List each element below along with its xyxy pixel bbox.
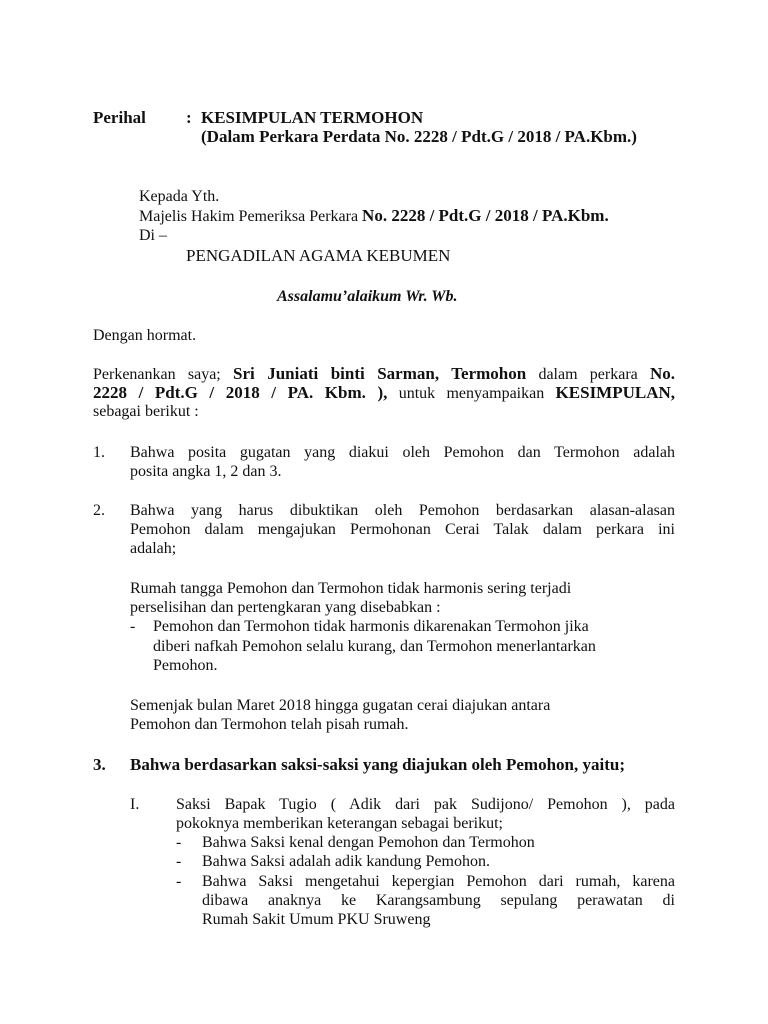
item-1-number: 1.	[93, 444, 105, 461]
greeting: Assalamu’alaikum Wr. Wb.	[277, 288, 458, 305]
case-number-prefix: No.	[650, 364, 676, 383]
item-2-number: 2.	[93, 502, 105, 519]
witness-bullet-3-line-3: Rumah Sakit Umum PKU Sruweng	[202, 911, 431, 928]
witness-bullet-3-line-2: dibawa anaknya ke Karangsambung sepulang perawatan di	[202, 892, 675, 909]
item-3-heading: Bahwa berdasarkan saksi-saksi yang diajukan oleh Pemohon, yaitu;	[130, 755, 626, 774]
witness-bullet-1-text: Bahwa Saksi kenal dengan Pemohon dan Termohon	[202, 834, 535, 851]
addressee-majelis-text: Majelis Hakim Pemeriksa Perkara	[139, 208, 359, 225]
perihal-colon: :	[186, 108, 192, 127]
salutation: Dengan hormat.	[93, 327, 197, 344]
addressee-majelis	[139, 206, 609, 227]
witness-bullet-2-dash: -	[176, 853, 182, 870]
intro-text: dalam perkara	[538, 366, 638, 383]
document-title: KESIMPULAN TERMOHON	[201, 108, 424, 127]
item-2-para2-line-2: perselisihan dan pertengkaran yang disebabkan :	[130, 599, 441, 616]
addressee-case-number: No. 2228 / Pdt.G / 2018 / PA.Kbm.	[362, 206, 609, 225]
item-2-line-2: Pemohon dalam mengajukan Permohonan Cerai Talak dalam perkara ini	[130, 521, 675, 538]
party-name: Sri Juniati binti Sarman, Termohon	[233, 364, 527, 383]
item-2-para3-line-2: Pemohon dan Termohon telah pisah rumah.	[130, 716, 409, 733]
intro-text: Perkenankan saya;	[93, 366, 221, 383]
item-2-para3-line-1: Semenjak bulan Maret 2018 hingga gugatan cerai diajukan antara	[130, 697, 551, 714]
witness-line-1: Saksi Bapak Tugio ( Adik dari pak Sudijono/ Pemohon ), pada	[176, 796, 675, 813]
item-2-bullet-line-2: diberi nafkah Pemohon selalu kurang, dan Termohon menerlantarkan	[153, 638, 596, 655]
witness-line-2: pokoknya memberikan keterangan sebagai berikut;	[176, 815, 503, 832]
item-1-line-1: Bahwa posita gugatan yang diakui oleh Pemohon dan Termohon adalah	[130, 444, 675, 461]
item-2-line-3: adalah;	[130, 540, 177, 557]
kesimpulan-label: KESIMPULAN,	[555, 383, 676, 402]
item-2-para2-line-1: Rumah tangga Pemohon dan Termohon tidak harmonis sering terjadi	[130, 580, 572, 597]
witness-bullet-3-dash: -	[176, 873, 182, 890]
intro-line-3: sebagai berikut :	[93, 403, 199, 420]
item-2-line-1: Bahwa yang harus dibuktikan oleh Pemohon berdasarkan alasan-alasan	[130, 502, 675, 519]
case-number: 2228 / Pdt.G / 2018 / PA. Kbm. ),	[93, 383, 388, 402]
item-3-number: 3.	[93, 755, 106, 774]
addressee-di: Di –	[139, 227, 167, 244]
intro-line-2	[93, 383, 675, 404]
perihal-label: Perihal	[93, 108, 146, 127]
addressee-court: PENGADILAN AGAMA KEBUMEN	[186, 246, 451, 265]
addressee-kepada: Kepada Yth.	[139, 188, 220, 205]
witness-bullet-1-dash: -	[176, 834, 182, 851]
witness-bullet-3-line-1: Bahwa Saksi mengetahui kepergian Pemohon dari rumah, karena	[202, 873, 675, 890]
item-2-bullet-dash: -	[130, 618, 136, 635]
intro-line-1	[93, 364, 675, 385]
item-2-bullet-line-3: Pemohon.	[153, 657, 218, 674]
intro-text: untuk menyampaikan	[398, 385, 545, 402]
document-subtitle: (Dalam Perkara Perdata No. 2228 / Pdt.G / 2018 / PA.Kbm.)	[201, 127, 637, 146]
witness-bullet-2-text: Bahwa Saksi adalah adik kandung Pemohon.	[202, 853, 490, 870]
item-1-line-2: posita angka 1, 2 dan 3.	[130, 463, 282, 480]
item-2-bullet-line-1: Pemohon dan Termohon tidak harmonis dikarenakan Termohon jika	[153, 618, 589, 635]
witness-number: I.	[130, 796, 140, 813]
